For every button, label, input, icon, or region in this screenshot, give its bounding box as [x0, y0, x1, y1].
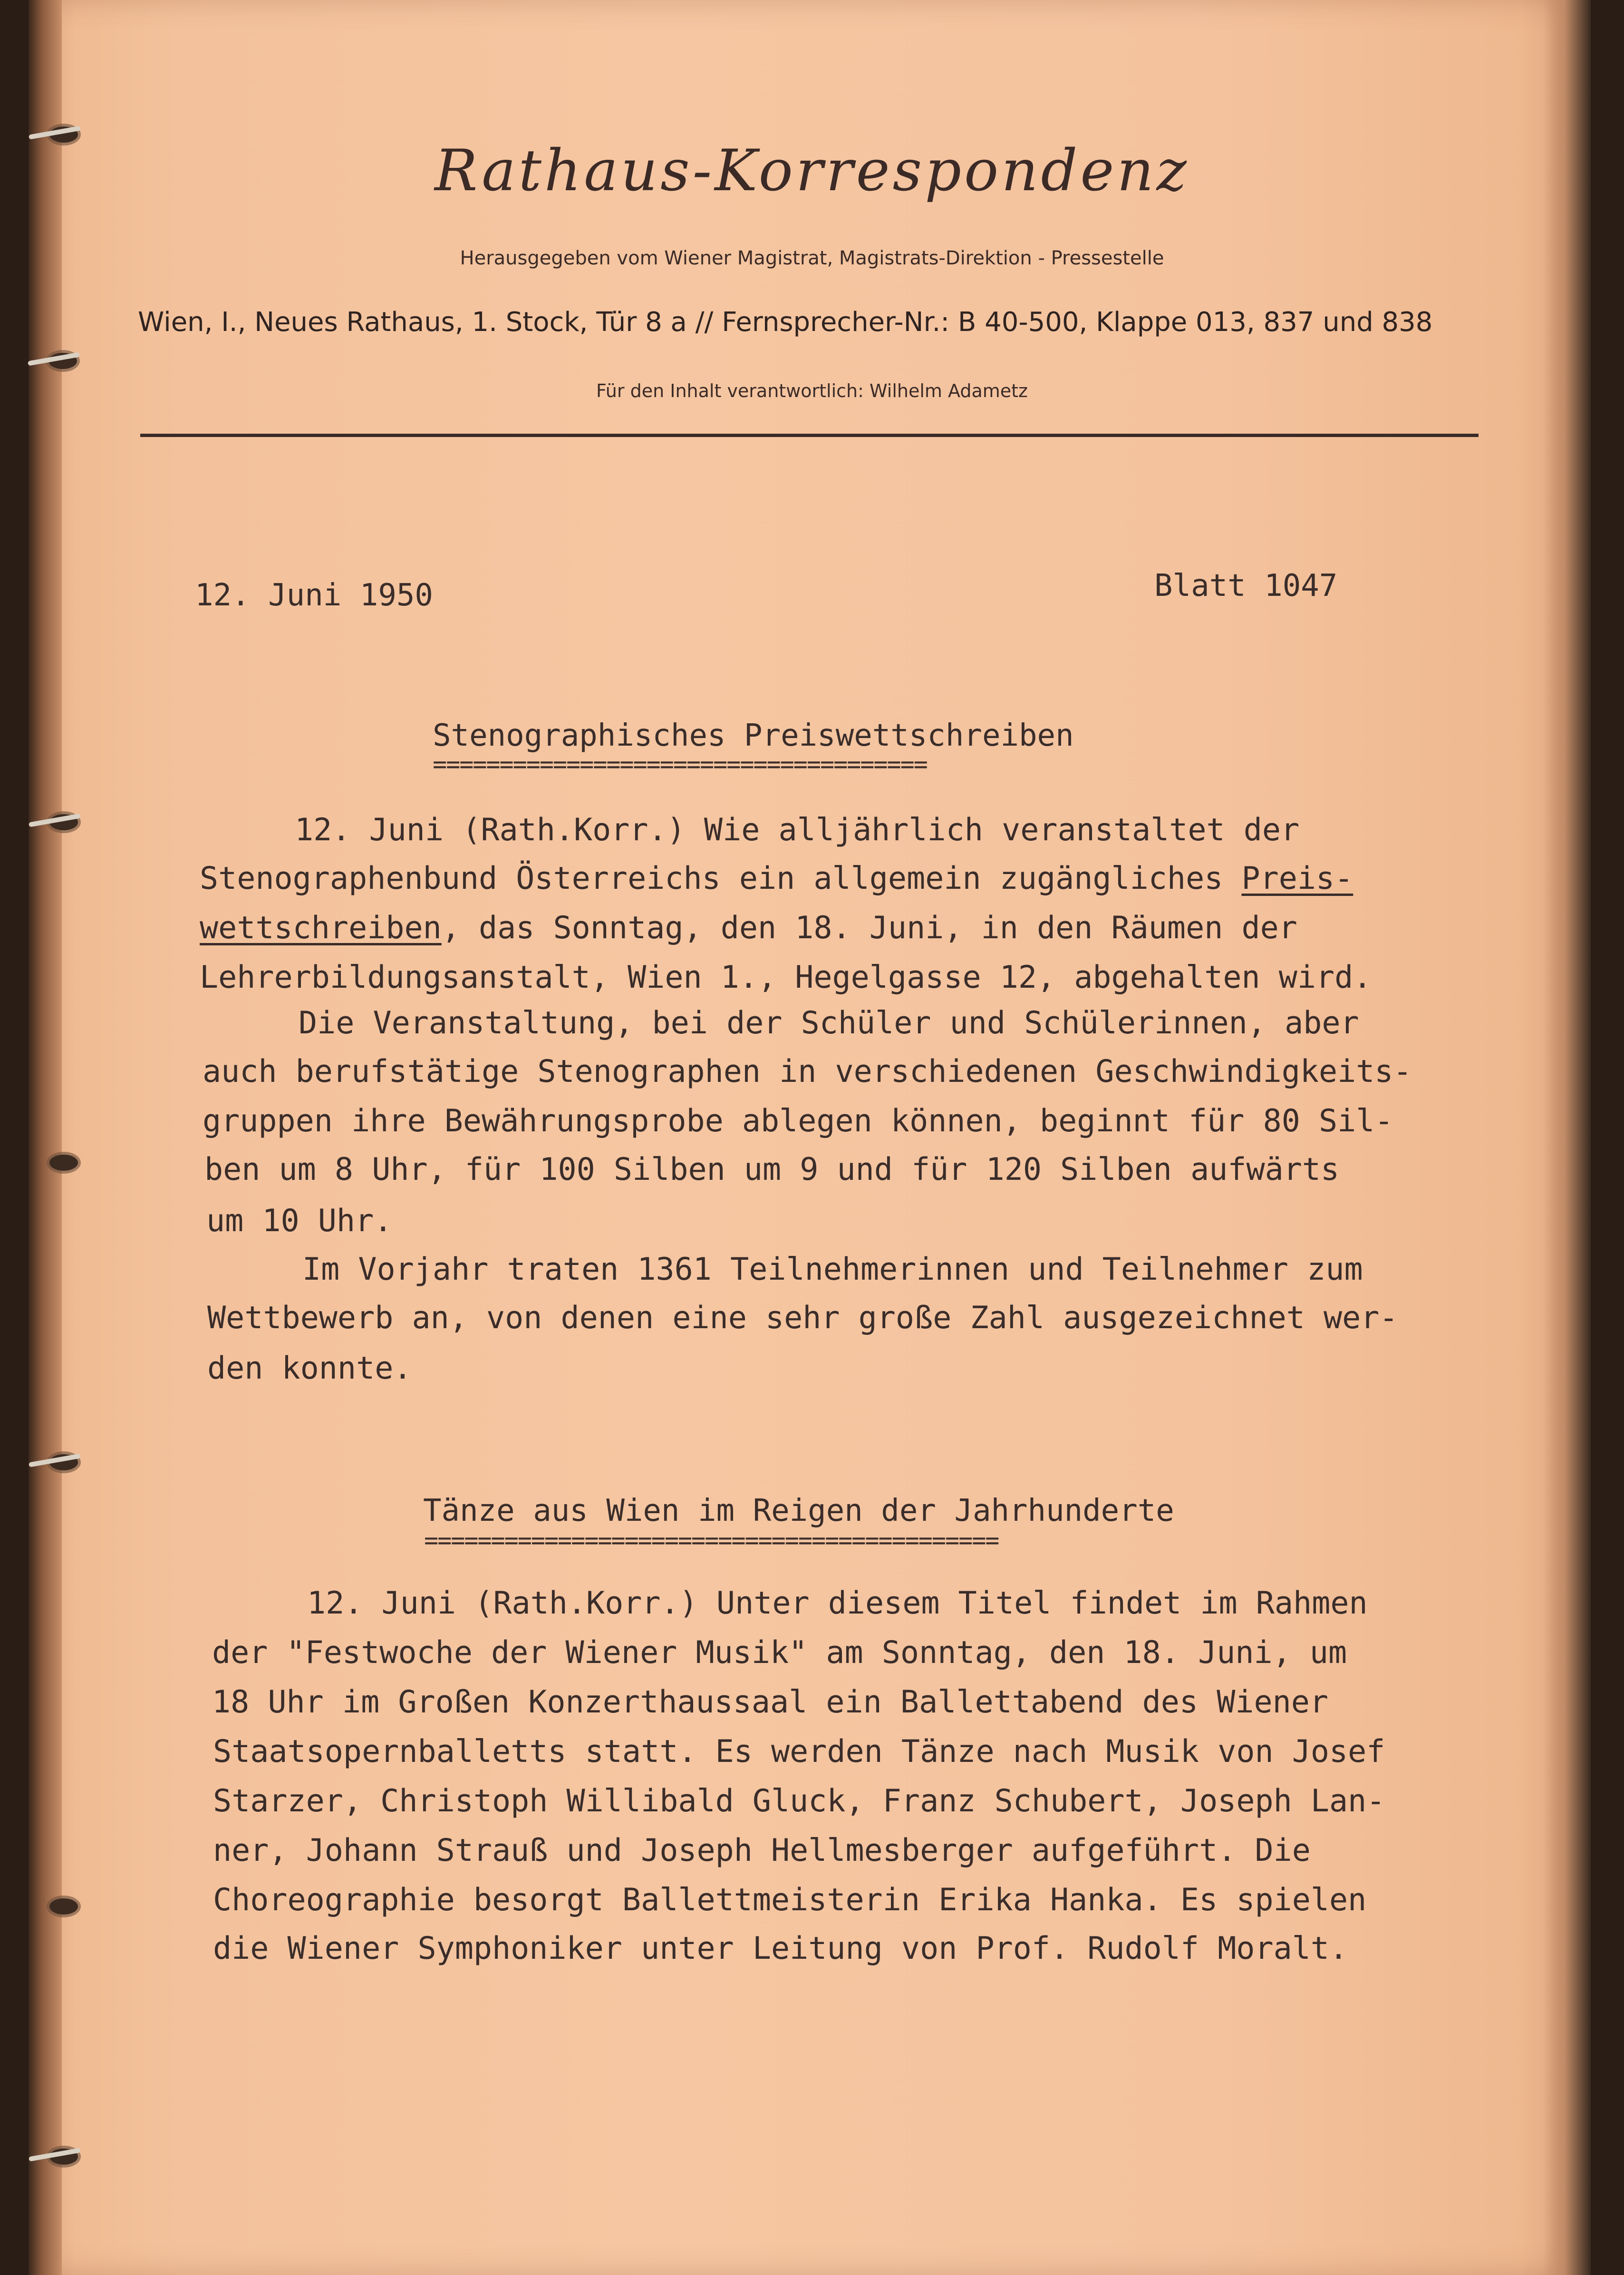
article-line: 12. Juni (Rath.Korr.) Unter diesem Titel findet im Rahmen	[307, 1585, 1368, 1621]
address-line: Wien, I., Neues Rathaus, 1. Stock, Tür 8 a // Fernsprecher-Nr.: B 40-500, Klappe 013, 837 und 838	[138, 307, 1433, 338]
article-line	[200, 860, 1353, 898]
article-line: der "Festwoche der Wiener Musik" am Sonntag, den 18. Juni, um	[212, 1635, 1347, 1671]
article-line: Im Vorjahr traten 1361 Teilnehmerinnen und Teilnehmer zum	[302, 1252, 1363, 1287]
binding-hole	[49, 1155, 78, 1171]
article-line: den konnte.	[207, 1351, 412, 1386]
article-line: 18 Uhr im Großen Konzerthaussaal ein Ballettabend des Wiener	[212, 1684, 1328, 1720]
article-line	[200, 909, 1297, 947]
article-line: Starzer, Christoph Willibald Gluck, Franz Schubert, Joseph Lan-	[213, 1783, 1385, 1819]
title-underline: ===========================================	[424, 1526, 999, 1554]
article-line: Lehrerbildungsanstalt, Wien 1., Hegelgasse 12, abgehalten wird.	[200, 960, 1372, 995]
article-line: gruppen ihre Bewährungsprobe ablegen können, beginnt für 80 Sil-	[203, 1103, 1393, 1139]
page-binding-edge	[29, 0, 62, 2275]
article-line: Staatsopernballetts statt. Es werden Tänze nach Musik von Josef	[213, 1734, 1385, 1769]
article-line: Die Veranstaltung, bei der Schüler und Schülerinnen, aber	[299, 1005, 1359, 1041]
underlined-word: Preis-	[1241, 861, 1353, 896]
article-line: um 10 Uhr.	[206, 1203, 393, 1239]
publisher-line: Herausgegeben vom Wiener Magistrat, Magistrats-Direktion - Pressestelle	[460, 247, 1164, 269]
document-date: 12. Juni 1950	[195, 578, 433, 613]
article-line: ben um 8 Uhr, für 100 Silben um 9 und für 120 Silben aufwärts	[204, 1152, 1340, 1187]
article-title: Stenographisches Preiswettschreiben	[433, 718, 1074, 753]
article-line: Wettbewerb an, von denen eine sehr große Zahl ausgezeichnet wer-	[207, 1300, 1398, 1336]
line-text: , das Sonntag, den 18. Juni, in den Räumen der	[441, 910, 1297, 946]
article-title: Tänze aus Wien im Reigen der Jahrhunderte	[423, 1493, 1174, 1528]
article-line: ner, Johann Strauß und Joseph Hellmesberger aufgeführt. Die	[213, 1833, 1311, 1868]
title-underline: =====================================	[433, 750, 927, 778]
responsible-editor-line: Für den Inhalt verantwortlich: Wilhelm Adametz	[596, 380, 1028, 401]
article-line: Choreographie besorgt Ballettmeisterin Erika Hanka. Es spielen	[213, 1882, 1367, 1918]
line-text: Stenographenbund Österreichs ein allgemein zugängliches	[200, 861, 1242, 896]
header-divider	[140, 434, 1479, 437]
underlined-word: wettschreiben	[200, 910, 442, 946]
page-right-edge	[1543, 0, 1591, 2275]
article-line: die Wiener Symphoniker unter Leitung von Prof. Rudolf Moralt.	[213, 1931, 1348, 1966]
article-line: auch berufstätige Stenographen in verschiedenen Geschwindigkeits-	[203, 1054, 1412, 1089]
binding-hole	[49, 1898, 78, 1915]
masthead-title: Rathaus-Korrespondenz	[435, 138, 1189, 204]
article-line: 12. Juni (Rath.Korr.) Wie alljährlich veranstaltet der	[295, 812, 1300, 848]
sheet-number: Blatt 1047	[1154, 568, 1338, 603]
